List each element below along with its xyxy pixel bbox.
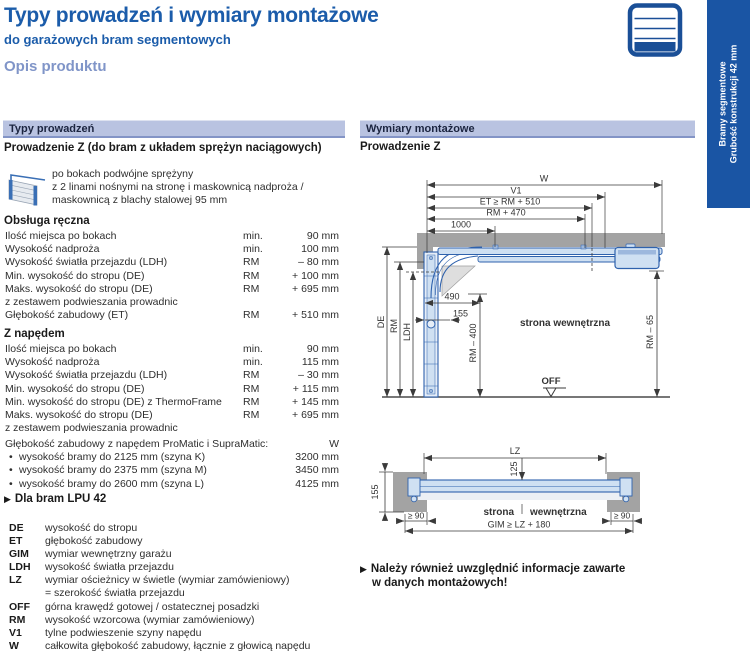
spec-row <box>5 369 339 382</box>
bullet-icon: • <box>9 477 13 490</box>
section-title: Opis produktu <box>4 58 107 75</box>
spec-row <box>5 422 339 435</box>
guide-type-title: Prowadzenie Z (do bram z układem sprężyn naciągowych) <box>4 142 322 154</box>
legend-row <box>9 614 345 627</box>
spec-row <box>5 356 339 369</box>
guide-intro-line: maskownicą z blachy stalowej 95 mm <box>52 194 228 207</box>
legend-desc2: = szerokość światła przejazdu <box>45 587 185 600</box>
depth-header-row <box>5 438 339 451</box>
spec-row <box>5 270 339 283</box>
spec-ref: RM <box>243 382 260 395</box>
legend-desc: wysokość światła przejazdu <box>45 561 174 574</box>
left-section-header: Typy prowadzeń <box>3 120 345 138</box>
lpu-note <box>4 492 106 506</box>
spec-row <box>5 343 339 356</box>
spec-ref: RM <box>243 269 260 282</box>
powered-table <box>5 343 339 435</box>
spec-row <box>5 283 339 296</box>
dim-label-125: 125 <box>509 461 519 477</box>
side-tab-label <box>718 45 740 164</box>
legend-desc: wysokość do stropu <box>45 522 138 534</box>
spec-label: Wysokość światła przejazdu (LDH) <box>5 369 168 382</box>
spec-row <box>5 243 339 256</box>
legend-abbr: LDH <box>9 561 31 574</box>
page-title: Typy prowadzeń i wymiary montażowe <box>4 4 379 27</box>
depth-row-value: 4125 mm <box>295 477 339 490</box>
guide-intro-icon <box>2 171 48 212</box>
spec-value: + 510 mm <box>292 309 339 322</box>
spec-label: z zestawem podwieszania prowadnic <box>5 295 178 308</box>
bullet-icon: • <box>9 464 13 477</box>
depth-value: W <box>329 438 339 450</box>
bullet-icon: • <box>9 451 13 464</box>
arrow-right-icon: ▶ <box>4 494 11 504</box>
guide-intro-line: z 2 linami nośnymi na stronę i maskownicą nadproża / <box>52 181 304 194</box>
mounting-note-line2: w danych montażowych! <box>372 577 508 589</box>
legend-desc: całkowita głębokość zabudowy, łącznie z głowicą napędu <box>45 639 311 651</box>
spec-value: 90 mm <box>306 230 339 242</box>
spec-label: Wysokość nadproża <box>5 356 100 369</box>
spec-label: Min. wysokość do stropu (DE) z ThermoFrame <box>5 395 222 408</box>
spec-ref: RM <box>243 309 260 322</box>
legend-row <box>9 561 345 574</box>
arrow-right-icon: ▶ <box>360 564 367 574</box>
spec-row <box>5 296 339 309</box>
legend-abbr: RM <box>9 613 26 626</box>
depth-row <box>5 464 339 477</box>
dim-label-gim: GIM ≥ LZ + 180 <box>487 519 551 530</box>
legend-row <box>9 574 345 587</box>
guide-intro-text <box>52 168 304 208</box>
spec-label: Min. wysokość do stropu (DE) <box>5 269 145 282</box>
manual-section-title: Obsługa ręczna <box>4 215 90 227</box>
spec-label: Ilość miejsca po bokach <box>5 343 117 355</box>
spec-label: Wysokość światła przejazdu (LDH) <box>5 256 168 269</box>
legend-abbr: GIM <box>9 548 29 561</box>
dim-label-rm470: RM + 470 <box>486 207 526 218</box>
spec-ref: min. <box>243 343 263 355</box>
spec-row <box>5 309 339 322</box>
spec-label: Maks. wysokość do stropu (DE) <box>5 282 153 295</box>
spec-ref: RM <box>243 282 260 295</box>
manual-table <box>5 230 339 322</box>
spec-ref: min. <box>243 230 263 242</box>
off-label: OFF <box>541 376 561 387</box>
spec-row <box>5 256 339 269</box>
legend-desc: głębokość zabudowy <box>45 535 143 548</box>
legend-row <box>9 627 345 640</box>
dim-label-155: 155 <box>453 308 469 319</box>
spec-ref: RM <box>243 408 260 421</box>
side-tab-line1: Bramy segmentowe <box>717 61 728 147</box>
guide-intro-line: po bokach podwójne sprężyny <box>52 168 194 180</box>
spec-value: 90 mm <box>306 343 339 355</box>
spec-row <box>5 396 339 409</box>
depth-row <box>5 451 339 464</box>
legend-abbr: LZ <box>9 574 22 587</box>
spec-row <box>5 383 339 396</box>
mounting-subheading: Prowadzenie Z <box>360 141 441 153</box>
dim-label-1000: 1000 <box>450 219 472 230</box>
legend-row <box>9 535 345 548</box>
spec-value: + 115 mm <box>292 382 339 395</box>
legend-desc: wymiar wewnętrzny garażu <box>45 548 172 561</box>
spec-ref: min. <box>243 243 263 256</box>
depth-row-label: wysokość bramy do 2125 mm (szyna K) <box>19 451 206 464</box>
legend-abbr: ET <box>9 535 23 548</box>
spec-label: Maks. wysokość do stropu (DE) <box>5 408 153 421</box>
legend-abbr: W <box>9 639 19 651</box>
powered-section-title: Z napędem <box>4 328 65 340</box>
depth-row-value: 3450 mm <box>295 464 339 477</box>
legend-abbr: OFF <box>9 600 30 613</box>
dim-label-ldh: LDH <box>402 322 412 342</box>
dim-label-de: DE <box>376 315 386 329</box>
spec-ref <box>243 422 277 435</box>
inner-side-label-a: strona <box>483 507 514 518</box>
off-arrow-icon <box>546 388 556 397</box>
legend-desc: wysokość wzorcowa (wymiar zamówieniowy) <box>45 613 255 626</box>
dim-label-ge90-left: ≥ 90 <box>407 510 425 521</box>
inner-side-label: strona wewnętrzna <box>519 318 611 329</box>
legend-row-cont <box>9 587 345 600</box>
dim-label-et: ET ≥ RM + 510 <box>479 196 541 207</box>
spec-value: + 145 mm <box>292 395 339 408</box>
dim-label-ge90-right: ≥ 90 <box>613 510 631 521</box>
sectional-door-icon <box>627 3 683 64</box>
spec-label: z zestawem podwieszania prowadnic <box>5 422 178 435</box>
dim-label-490: 490 <box>444 291 460 302</box>
legend-abbr: DE <box>9 522 24 534</box>
legend-desc: tylne podwieszenie szyny napędu <box>45 626 202 639</box>
spec-ref: RM <box>243 256 260 269</box>
dim-label-w: W <box>539 173 549 184</box>
side-tab <box>707 0 750 208</box>
legend <box>9 522 345 651</box>
dim-label-lz: LZ <box>509 446 521 456</box>
lpu-note-text: Dla bram LPU 42 <box>14 493 107 505</box>
legend-row <box>9 522 345 535</box>
legend-row <box>9 640 345 651</box>
depth-table <box>5 438 339 491</box>
dim-label-rm: RM <box>389 319 399 333</box>
spec-ref: min. <box>243 356 263 369</box>
page-subtitle: do garażowych bram segmentowych <box>4 32 231 47</box>
spec-ref <box>243 296 277 309</box>
right-section-header: Wymiary montażowe <box>360 120 695 138</box>
spec-value: + 695 mm <box>292 282 339 295</box>
spec-ref: RM <box>243 369 260 382</box>
dim-label-v1: V1 <box>510 185 522 196</box>
mounting-note <box>360 562 680 590</box>
spec-row <box>5 230 339 243</box>
legend-row <box>9 601 345 614</box>
door-leaf <box>424 252 438 397</box>
dim-label-rm65: RM – 65 <box>645 314 655 350</box>
spec-label: Ilość miejsca po bokach <box>5 230 117 242</box>
spec-value: + 100 mm <box>292 269 339 282</box>
legend-desc: wymiar ościeżnicy w świetle (wymiar zamówieniowy) <box>45 574 290 587</box>
dim-label-rm400: RM – 400 <box>468 323 478 363</box>
operator-head <box>615 244 659 269</box>
spec-value <box>277 422 339 435</box>
depth-row-value: 3200 mm <box>295 451 339 464</box>
spec-label: Min. wysokość do stropu (DE) <box>5 382 145 395</box>
spec-value: + 695 mm <box>292 408 339 421</box>
spec-value: 100 mm <box>301 243 339 256</box>
depth-row-label: wysokość bramy do 2375 mm (szyna M) <box>19 464 207 477</box>
spec-row <box>5 409 339 422</box>
depth-label: Głębokość zabudowy z napędem ProMatic i SupraMatic: <box>5 438 269 450</box>
dim-label-155-plan: 155 <box>370 484 380 500</box>
side-view-drawing <box>360 160 700 415</box>
spec-ref: RM <box>243 395 260 408</box>
spec-value: – 80 mm <box>298 256 339 269</box>
legend-desc: górna krawędź gotowej / ostatecznej posadzki <box>45 600 260 613</box>
legend-row <box>9 548 345 561</box>
spec-value <box>277 296 339 309</box>
depth-row <box>5 478 339 491</box>
side-tab-line2: Grubość konstrukcji 42 mm <box>728 44 739 164</box>
legend-abbr-empty <box>9 587 45 600</box>
spec-label: Głębokość zabudowy (ET) <box>5 309 129 322</box>
plan-view-drawing <box>360 440 700 555</box>
door-leaf-plan <box>408 478 632 502</box>
legend-abbr: V1 <box>9 626 22 639</box>
spec-label: Wysokość nadproża <box>5 243 100 256</box>
inner-side-label-b: wewnętrzna <box>530 507 587 518</box>
spec-value: – 30 mm <box>298 369 339 382</box>
depth-row-label: wysokość bramy do 2600 mm (szyna L) <box>19 477 204 490</box>
spec-value: 115 mm <box>301 356 339 369</box>
mounting-note-line1: Należy również uwzględnić informacje zawarte <box>370 563 626 575</box>
